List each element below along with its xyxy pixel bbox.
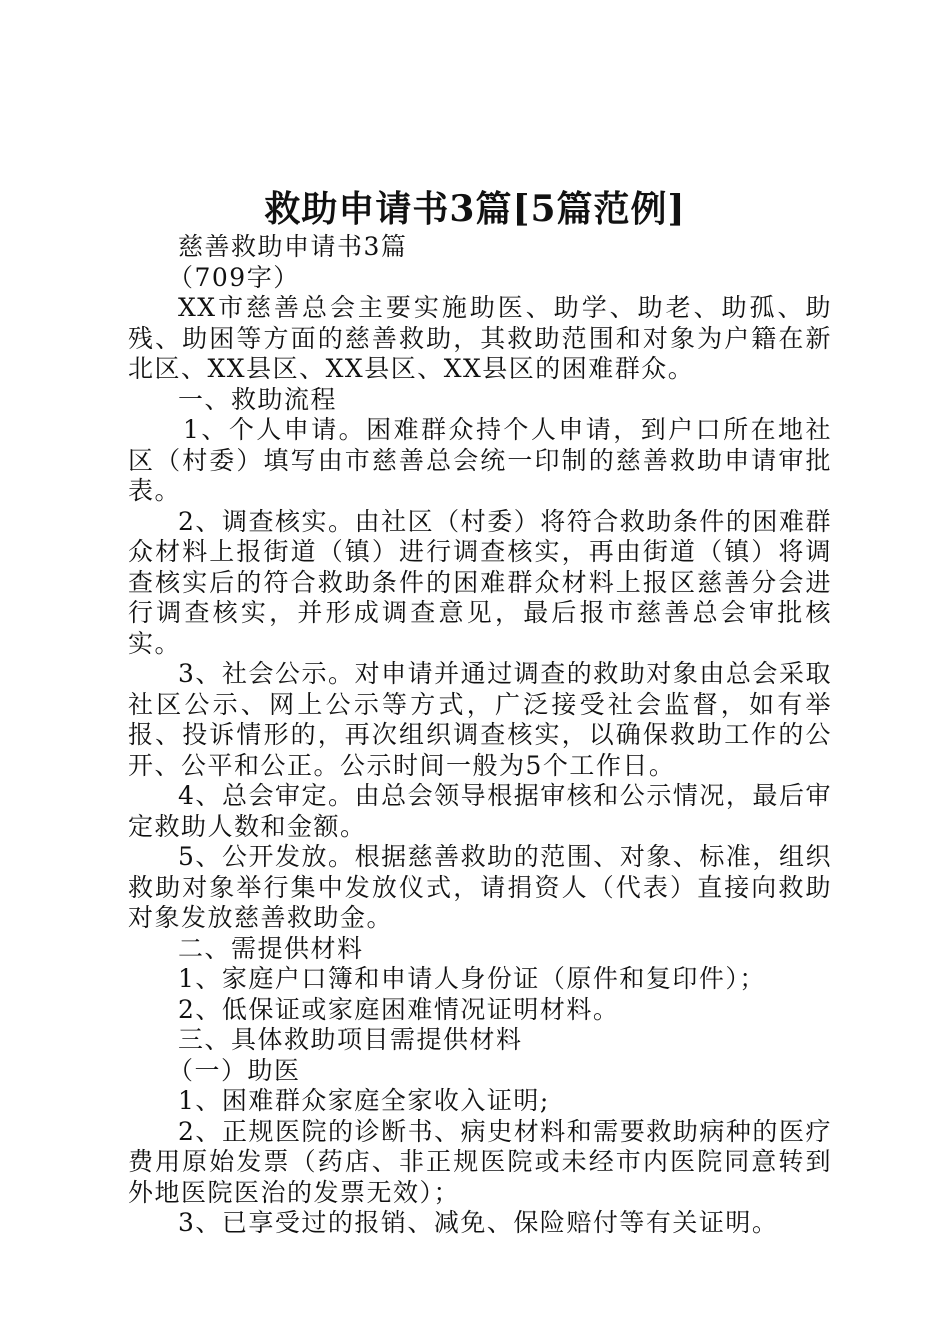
medical-item-2: 2、正规医院的诊断书、病史材料和需要救助病种的医疗费用原始发票（药店、非正规医院或未经市内医院同意转到外地医院医治的发票无效）；: [128, 1116, 832, 1207]
word-count: （709字）: [168, 262, 300, 292]
material-item-2: 2、低保证或家庭困难情况证明材料。: [178, 994, 620, 1024]
process-step-1: 1、个人申请。困难群众持个人申请，到户口所在地社区（村委）填写由市慈善总会统一印制的慈善救助申请审批表。: [128, 415, 832, 505]
process-step-5: 5、公开发放。根据慈善救助的范围、对象、标准，组织救助对象举行集中发放仪式，请捐资人（代表）直接向救助对象发放慈善救助金。: [128, 842, 832, 932]
subsection-heading-medical: （一）助医: [168, 1055, 301, 1085]
subtitle: 慈善救助申请书3篇: [178, 232, 408, 261]
section-heading-specific-materials: 三、具体救助项目需提供材料: [178, 1025, 523, 1054]
process-step-2: 2、调查核实。由社区（村委）将符合救助条件的困难群众材料上报街道（镇）进行调查核实，再由街道（镇）将调查核实后的符合救助条件的困难群众材料上报区慈善分会进行调查核实，并形成调查意见，最后报市慈善总会审批核实。: [128, 506, 832, 658]
process-step-3: 3、社会公示。对申请并通过调查的救助对象由总会采取社区公示、网上公示等方式，广泛接受社会监督，如有举报、投诉情形的，再次组织调查核实，以确保救助工作的公开、公平和公正。公示时间一般为5个工作日。: [128, 659, 832, 780]
section-heading-materials: 二、需提供材料: [178, 933, 364, 963]
medical-item-1: 1、困难群众家庭全家收入证明;: [178, 1086, 550, 1115]
process-step-4: 4、总会审定。由总会领导根据审核和公示情况，最后审定救助人数和金额。: [128, 781, 832, 841]
document-title: 救助申请书3篇[5篇范例]: [264, 188, 686, 230]
medical-item-3: 3、已享受过的报销、减免、保险赔付等有关证明。: [178, 1208, 779, 1237]
section-heading-process: 一、救助流程: [178, 384, 338, 414]
intro-paragraph: XX市慈善总会主要实施助医、助学、助老、助孤、助残、助困等方面的慈善救助，其救助范围和对象为户籍在新北区、XX县区、XX县区、XX县区的困难群众。: [128, 293, 832, 383]
document-body: [128, 232, 832, 1239]
material-item-1: 1、家庭户口簿和申请人身份证（原件和复印件）；: [178, 964, 766, 993]
